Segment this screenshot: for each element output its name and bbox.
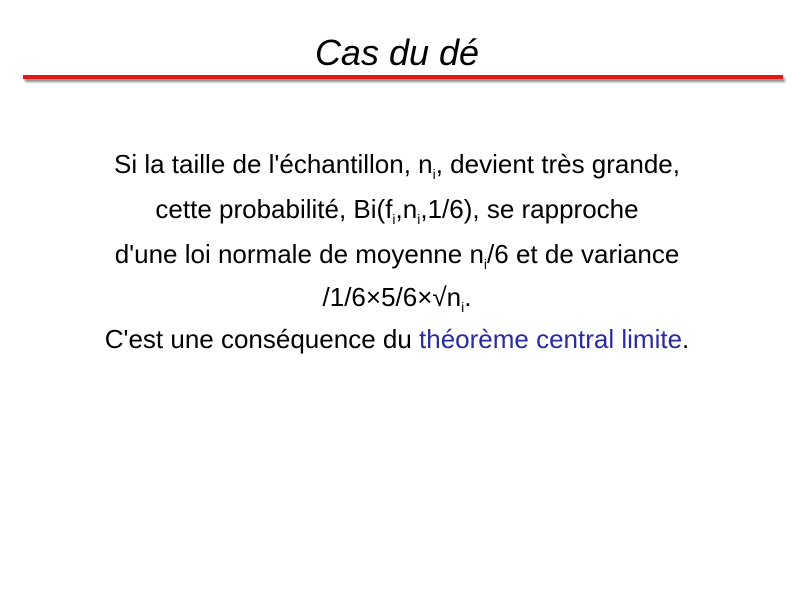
- body-line-3: d'une loi normale de moyenne $n_i/6$ et de variance: [114, 239, 680, 272]
- theorem-link[interactable]: théorème central limite: [419, 324, 683, 354]
- body-line-5: C'est une conséquence du théorème central limite.: [104, 324, 690, 354]
- body-line-1: Si la taille de l'échantillon, $n_i$, devient très grande,: [114, 149, 680, 182]
- body-line-4: $/1/6\times 5/6\times√n_i$.: [322, 282, 472, 315]
- slide-body: [0, 142, 794, 362]
- slide-title: Cas du dé: [314, 32, 480, 73]
- title-underline: [23, 75, 783, 79]
- body-line-2: cette probabilité, $Bi(f_i,n_i,1/6)$, se rapproche: [155, 194, 639, 227]
